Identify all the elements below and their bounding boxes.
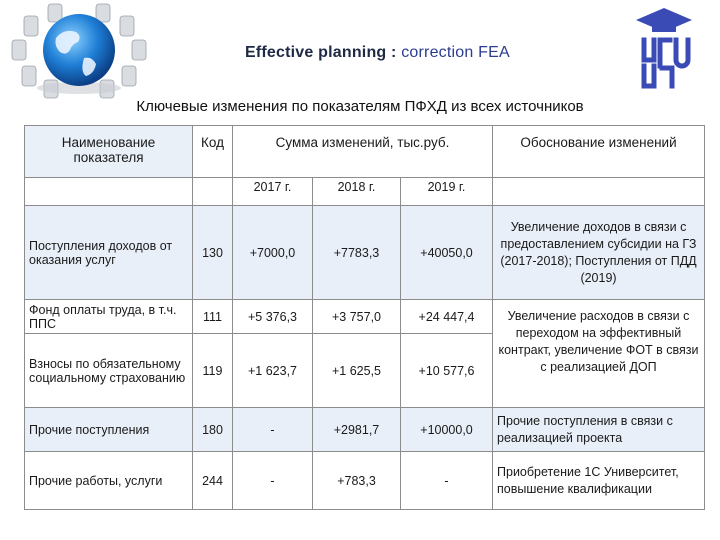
- row-code: 119: [193, 334, 233, 408]
- header-justification: Обоснование изменений: [493, 126, 705, 178]
- row-2018: +7783,3: [313, 206, 401, 300]
- years-blank-justification: [493, 178, 705, 206]
- row-justification: Приобретение 1С Университет, повышение квалификации: [493, 452, 705, 510]
- row-2019: +10 577,6: [401, 334, 493, 408]
- row-code: 111: [193, 300, 233, 334]
- row-name: Прочие поступления: [25, 408, 193, 452]
- row-2017: +7000,0: [233, 206, 313, 300]
- planning-table: [24, 125, 705, 510]
- year-2019: 2019 г.: [401, 178, 493, 206]
- row-code: 130: [193, 206, 233, 300]
- year-2018: 2018 г.: [313, 178, 401, 206]
- years-row: [25, 178, 705, 206]
- row-code: 180: [193, 408, 233, 452]
- row-2018: +2981,7: [313, 408, 401, 452]
- header-sum: Сумма изменений, тыс.руб.: [233, 126, 493, 178]
- row-code: 244: [193, 452, 233, 510]
- row-2017: -: [233, 452, 313, 510]
- row-2019: +24 447,4: [401, 300, 493, 334]
- row-2019: +40050,0: [401, 206, 493, 300]
- slide-title-main: Effective planning :: [245, 44, 397, 61]
- row-justification: Увеличение расходов в связи с переходом на эффективный контракт, увеличение ФОТ в связи с реализацией ДОП: [493, 300, 705, 408]
- table-row: [25, 452, 705, 510]
- row-name: Взносы по обязательному социальному страхованию: [25, 334, 193, 408]
- row-2017: +1 623,7: [233, 334, 313, 408]
- table-row: [25, 300, 705, 334]
- slide-title: [245, 44, 510, 62]
- row-name: Фонд оплаты труда, в т.ч. ППС: [25, 300, 193, 334]
- row-2017: -: [233, 408, 313, 452]
- table-row: [25, 408, 705, 452]
- globe-with-chairs-icon: [4, 0, 154, 105]
- year-2017: 2017 г.: [233, 178, 313, 206]
- row-2017: +5 376,3: [233, 300, 313, 334]
- header-code: Код: [193, 126, 233, 178]
- row-2018: +3 757,0: [313, 300, 401, 334]
- row-name: Прочие работы, услуги: [25, 452, 193, 510]
- header-name: Наименование показателя: [25, 126, 193, 178]
- slide-subtitle: Ключевые изменения по показателям ПФХД из всех источников: [136, 98, 584, 115]
- row-justification: Прочие поступления в связи с реализацией проекта: [493, 408, 705, 452]
- slide-title-accent: correction FEA: [401, 44, 510, 61]
- row-justification: Увеличение доходов в связи с предоставлением субсидии на ГЗ (2017-2018); Поступления от ПДД (2019): [493, 206, 705, 300]
- row-2019: +10000,0: [401, 408, 493, 452]
- row-2018: +1 625,5: [313, 334, 401, 408]
- row-2019: -: [401, 452, 493, 510]
- table-row: [25, 206, 705, 300]
- years-blank-code: [193, 178, 233, 206]
- university-logo-icon: [632, 4, 696, 97]
- row-2018: +783,3: [313, 452, 401, 510]
- years-blank-name: [25, 178, 193, 206]
- table-header-row: [25, 126, 705, 178]
- row-name: Поступления доходов от оказания услуг: [25, 206, 193, 300]
